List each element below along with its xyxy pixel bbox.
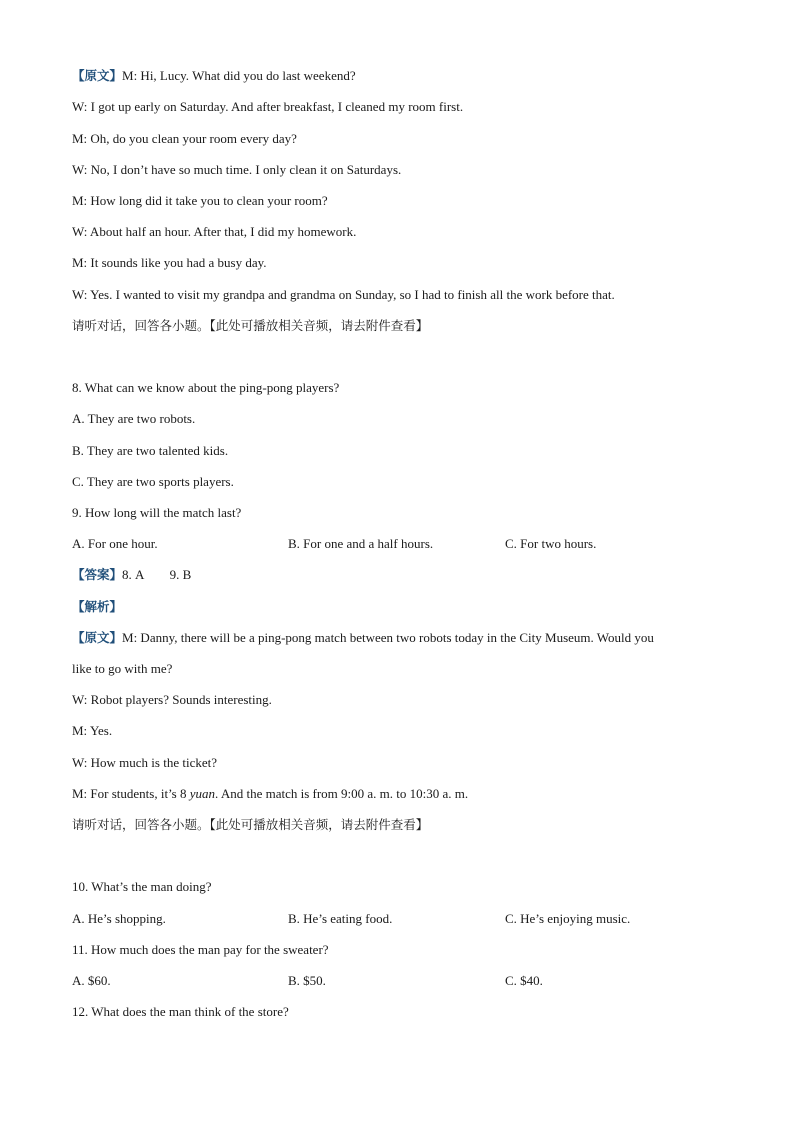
- q8-option-a: A. They are two robots.: [72, 411, 196, 426]
- dialog-line: W: About half an hour. After that, I did my homework.: [72, 224, 357, 239]
- q9-option-c: C. For two hours.: [505, 536, 597, 551]
- dialog-line: W: Yes. I wanted to visit my grandpa and grandma on Sunday, so I had to finish all the work before that.: [72, 287, 615, 302]
- q9-option-a: A. For one hour.: [72, 536, 158, 551]
- price-text-pre: M: For students, it’s 8: [72, 786, 190, 801]
- q11-option-c: C. $40.: [505, 973, 543, 988]
- price-currency: yuan: [189, 786, 216, 801]
- q8-option-b: B. They are two talented kids.: [72, 443, 229, 458]
- q10-option-c: C. He’s enjoying music.: [505, 911, 631, 926]
- question-12: 12. What does the man think of the store?: [72, 1004, 289, 1019]
- q11-option-a: A. $60.: [72, 973, 111, 988]
- dialog-line-price: [72, 785, 468, 803]
- question-8: 8. What can we know about the ping-pong players?: [72, 380, 340, 395]
- analysis-tag: 【解析】: [72, 599, 123, 614]
- analysis-line: [72, 598, 122, 616]
- dialog-line: M: It sounds like you had a busy day.: [72, 255, 267, 270]
- q10-option-b: B. He’s eating food.: [288, 911, 393, 926]
- dialog-line: M: How long did it take you to clean your room?: [72, 193, 328, 208]
- dialog-line: W: Robot players? Sounds interesting.: [72, 692, 272, 707]
- dialog-line: M: Yes.: [72, 723, 113, 738]
- original-tag: 【原文】: [72, 68, 123, 83]
- dialog-line: like to go with me?: [72, 661, 173, 676]
- answer-line: [72, 566, 191, 584]
- dialog-line: M: Hi, Lucy. What did you do last weekend?: [122, 68, 356, 83]
- q11-option-b: B. $50.: [288, 973, 326, 988]
- audio-instruction: 请听对话，回答各小题。【此处可播放相关音频，请去附件查看】: [72, 817, 429, 832]
- question-9: 9. How long will the match last?: [72, 505, 242, 520]
- question-10: 10. What’s the man doing?: [72, 879, 212, 894]
- original-line-2: [72, 629, 654, 647]
- question-11: 11. How much does the man pay for the sweater?: [72, 942, 329, 957]
- dialog-line: W: How much is the ticket?: [72, 755, 218, 770]
- answer-tag: 【答案】: [72, 567, 123, 582]
- dialog-line: W: No, I don’t have so much time. I only clean it on Saturdays.: [72, 162, 402, 177]
- original-line-1: [72, 67, 356, 85]
- dialog-line: M: Oh, do you clean your room every day?: [72, 131, 297, 146]
- original-tag: 【原文】: [72, 630, 123, 645]
- q8-option-c: C. They are two sports players.: [72, 474, 234, 489]
- dialog-line: W: I got up early on Saturday. And after breakfast, I cleaned my room first.: [72, 99, 464, 114]
- dialog-line: M: Danny, there will be a ping-pong match between two robots today in the City Museum. Would you: [122, 630, 654, 645]
- audio-instruction: 请听对话，回答各小题。【此处可播放相关音频，请去附件查看】: [72, 318, 429, 333]
- answer-text: 8. A 9. B: [122, 567, 192, 582]
- q9-option-b: B. For one and a half hours.: [288, 536, 434, 551]
- q10-option-a: A. He’s shopping.: [72, 911, 166, 926]
- price-text-post: . And the match is from 9:00 a. m. to 10:30 a. m.: [215, 786, 469, 801]
